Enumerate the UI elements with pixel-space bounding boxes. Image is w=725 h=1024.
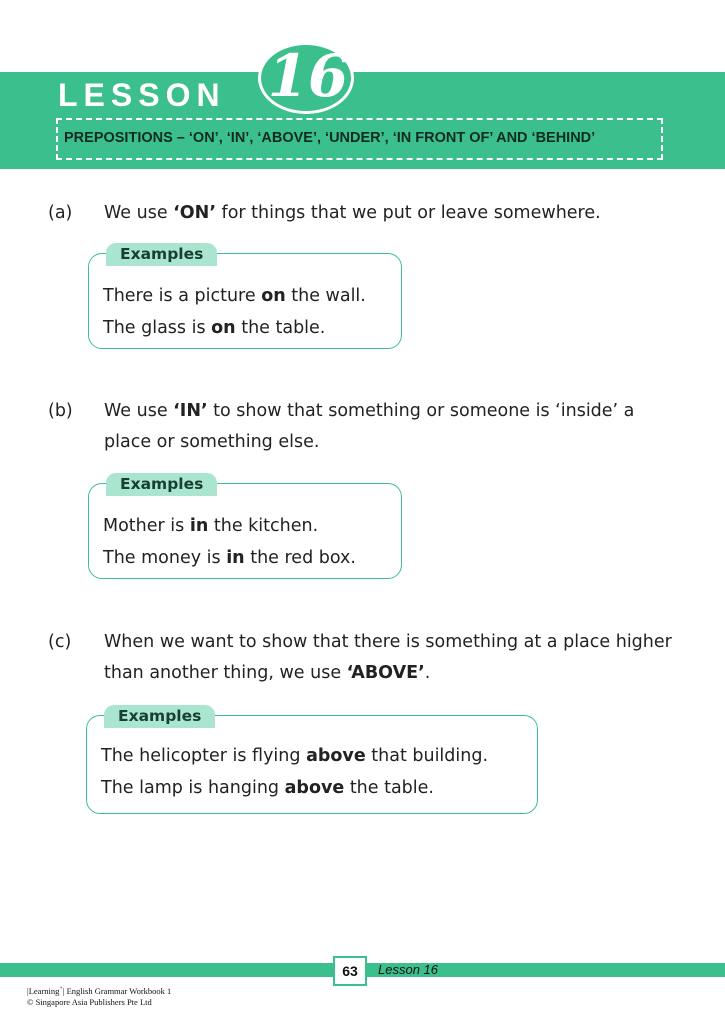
rule-letter: (a) bbox=[48, 203, 73, 223]
rule-text-part: . bbox=[424, 663, 431, 683]
rule-keyword: ‘ON’ bbox=[173, 203, 216, 223]
example-line: Mother is in the kitchen. bbox=[103, 516, 319, 536]
rule-text-part: We use bbox=[104, 401, 174, 421]
rule-text-part: for things that we put or leave somewhere. bbox=[215, 203, 601, 223]
publisher-credits bbox=[27, 984, 171, 1008]
example-line: There is a picture on the wall. bbox=[103, 286, 366, 306]
examples-label: Examples bbox=[106, 243, 217, 266]
rule-text-part: When we want to show that there is something at a place higher than another thing, we use bbox=[104, 632, 672, 683]
footer-lesson-label: Lesson 16 bbox=[378, 962, 438, 977]
rule-text bbox=[104, 396, 684, 458]
examples-list-b bbox=[103, 510, 393, 574]
examples-label: Examples bbox=[106, 473, 217, 496]
lesson-heading: LESSON bbox=[58, 77, 226, 113]
workbook-title: |Learning+| English Grammar Workbook 1 bbox=[27, 985, 172, 996]
rule-text bbox=[104, 198, 674, 229]
examples-label: Examples bbox=[104, 705, 215, 728]
rule-text-part: We use bbox=[104, 203, 174, 223]
rule-letter: (c) bbox=[48, 632, 72, 652]
rule-b bbox=[48, 396, 688, 462]
example-line: The glass is on the table. bbox=[103, 318, 326, 338]
rule-keyword: ‘IN’ bbox=[173, 401, 208, 421]
examples-list-c bbox=[101, 740, 531, 804]
example-line: The lamp is hanging above the table. bbox=[101, 778, 434, 798]
copyright: © Singapore Asia Publishers Pte Ltd bbox=[27, 996, 152, 1007]
example-line: The money is in the red box. bbox=[103, 548, 356, 568]
examples-list-a bbox=[103, 280, 393, 344]
rule-text bbox=[104, 627, 694, 689]
lesson-topic: PREPOSITIONS – ‘ON’, ‘IN’, ‘ABOVE’, ‘UNDER’, ‘IN FRONT OF’ AND ‘BEHIND’ bbox=[64, 130, 596, 146]
page-number: 63 bbox=[333, 956, 367, 986]
lesson-number: 16 bbox=[267, 42, 349, 110]
rule-c bbox=[48, 627, 688, 693]
rule-keyword: ‘ABOVE’ bbox=[346, 663, 425, 683]
rule-letter: (b) bbox=[48, 401, 73, 421]
rule-text-part: to show that something or someone is ‘inside’ a place or something else. bbox=[104, 401, 635, 452]
rule-a bbox=[48, 198, 688, 238]
example-line: The helicopter is flying above that building. bbox=[101, 746, 489, 766]
